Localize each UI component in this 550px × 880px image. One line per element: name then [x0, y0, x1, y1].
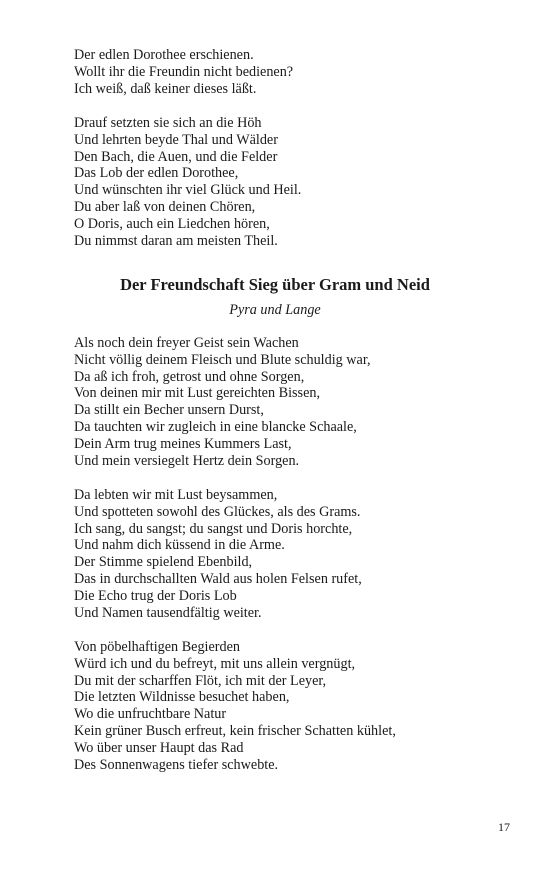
page-number: 17 [498, 820, 510, 834]
poem-stanza-1 [74, 335, 514, 469]
stanza-continued-2 [74, 115, 514, 249]
verse-line: Da stillt ein Becher unsern Durst, [74, 402, 264, 419]
verse-line: Der Stimme spielend Ebenbild, [74, 554, 253, 571]
verse-line: Und Namen tausendfältig weiter. [74, 604, 262, 621]
verse-line: Und spotteten sowohl des Glückes, als des Grams. [74, 503, 361, 520]
verse-line: Und lehrten beyde Thal und Wälder [74, 131, 278, 148]
verse-line: Wollt ihr die Freundin nicht bedienen? [74, 63, 294, 80]
verse-line: Die letzten Wildnisse besuchet haben, [74, 689, 290, 706]
verse-line: Und mein versiegelt Hertz dein Sorgen. [74, 452, 300, 469]
verse-line: Wo die unfruchtbare Natur [74, 706, 227, 723]
verse-line: Würd ich und du befreyt, mit uns allein vergnügt, [74, 655, 356, 672]
verse-line: Du nimmst daran am meisten Theil. [74, 232, 278, 249]
verse-line: Und wünschten ihr viel Glück und Heil. [74, 182, 302, 199]
verse-line: Du aber laß von deinen Chören, [74, 198, 256, 215]
verse-line: Den Bach, die Auen, und die Felder [74, 148, 278, 165]
verse-line: O Doris, auch ein Liedchen hören, [74, 215, 270, 232]
poem-title: Der Freundschaft Sieg über Gram und Neid [120, 275, 430, 294]
verse-line: Ich sang, du sangst; du sangst und Doris horchte, [74, 520, 353, 537]
poem-stanza-2 [74, 487, 514, 621]
verse-line: Drauf setzten sie sich an die Höh [74, 115, 262, 131]
verse-line: Da lebten wir mit Lust beysammen, [74, 487, 278, 503]
verse-line: Von deinen mir mit Lust gereichten Bissen, [74, 385, 321, 402]
verse-line: Ich weiß, daß keiner dieses läßt. [74, 80, 257, 97]
verse-line: Von pöbelhaftigen Begierden [74, 639, 241, 655]
verse-line: Nicht völlig deinem Fleisch und Blute schuldig war, [74, 351, 371, 368]
verse-line: Des Sonnenwagens tiefer schwebte. [74, 756, 279, 773]
verse-line: Dein Arm trug meines Kummers Last, [74, 435, 292, 452]
verse-line: Als noch dein freyer Geist sein Wachen [74, 335, 299, 351]
verse-line: Da tauchten wir zugleich in eine blancke Schaale, [74, 418, 357, 435]
verse-line: Und nahm dich küssend in die Arme. [74, 537, 285, 554]
poem-stanza-3 [74, 639, 514, 773]
verse-line: Der edlen Dorothee erschienen. [74, 47, 254, 63]
stanza-continued-1 [74, 47, 514, 97]
poem-subtitle: Pyra und Lange [229, 302, 321, 318]
verse-line: Kein grüner Busch erfreut, kein frischer Schatten kühlet, [74, 722, 396, 739]
verse-line: Da aß ich froh, getrost und ohne Sorgen, [74, 368, 305, 385]
verse-line: Wo über unser Haupt das Rad [74, 739, 244, 756]
verse-line: Du mit der scharffen Flöt, ich mit der Leyer, [74, 672, 327, 689]
verse-line: Die Echo trug der Doris Lob [74, 587, 237, 604]
verse-line: Das Lob der edlen Dorothee, [74, 165, 239, 182]
verse-line: Das in durchschallten Wald aus holen Felsen rufet, [74, 570, 362, 587]
